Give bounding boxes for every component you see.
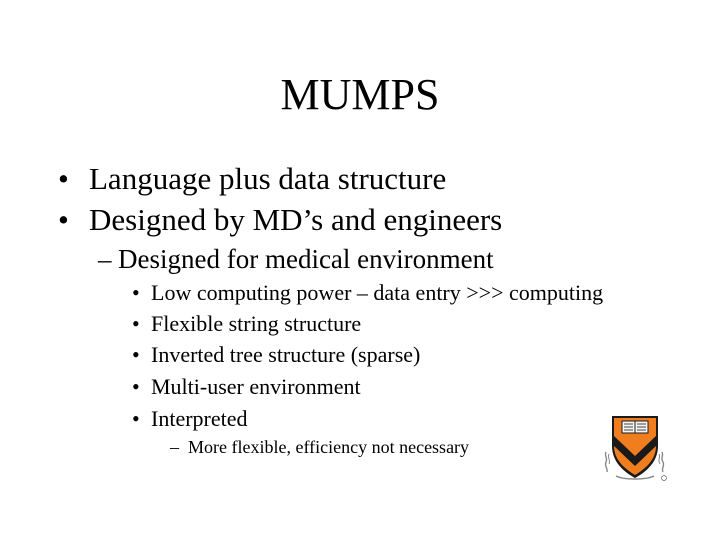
sub-sub-bullet-item — [132, 310, 432, 338]
bullet-item — [58, 202, 538, 238]
sub-sub-bullet-text: Inverted tree structure (sparse) — [151, 342, 421, 367]
slide-title: MUMPS — [280, 70, 440, 119]
sub-sub-bullet-marker: • — [132, 406, 140, 431]
sub-sub-bullet-text: Interpreted — [151, 406, 248, 431]
sub-sub-bullet-item — [132, 341, 472, 369]
sub-sub-bullet-item — [132, 405, 332, 433]
sub-bullet-marker: – — [98, 244, 112, 274]
sub-sub-bullet-item — [132, 279, 662, 307]
sub-sub-bullet-text: Flexible string structure — [151, 311, 362, 336]
level4-bullet-marker: – — [170, 437, 179, 457]
sub-sub-bullet-marker: • — [132, 311, 140, 336]
sub-sub-bullet-marker: • — [132, 374, 140, 399]
level4-bullet-item — [170, 436, 530, 458]
bullet-text: Language plus data structure — [89, 161, 447, 196]
princeton-shield-icon — [602, 412, 668, 482]
sub-sub-bullet-marker: • — [132, 280, 140, 305]
sub-bullet-text: Designed for medical environment — [118, 244, 494, 274]
bullet-item — [58, 161, 478, 197]
bullet-text: Designed by MD’s and engineers — [89, 202, 503, 237]
sub-sub-bullet-text: Low computing power – data entry >>> computing — [151, 280, 604, 305]
bullet-marker: • — [58, 161, 69, 196]
bullet-marker: • — [58, 202, 69, 237]
sub-sub-bullet-text: Multi-user environment — [151, 374, 361, 399]
level4-bullet-text: More flexible, efficiency not necessary — [188, 437, 470, 457]
sub-bullet-item — [98, 243, 528, 275]
sub-sub-bullet-marker: • — [132, 342, 140, 367]
sub-sub-bullet-item — [132, 373, 432, 401]
